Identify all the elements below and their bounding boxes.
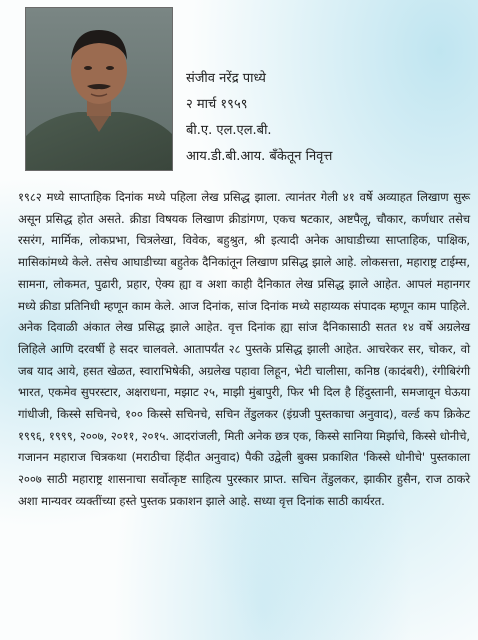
- biography-paragraph: १९८२ मध्ये साप्ताहिक दिनांक मध्ये पहिला लेख प्रसिद्ध झाला. त्यानंतर गेली ४१ वर्षे अव्याहत लिखाण सुरू असून प्रसिद्ध होत असते. क्रीडा विषयक लिखाण क्रीडांगण, एकच षटकार, अष्टपैलू, चौकार, कर्णधार तसेच रसरंग, मार्मिक, लोकप्रभा, चित्रलेखा, विवेक, बहुश्रुत, श्री इत्यादी अनेक आघाडीच्या साप्ताहिक, पाक्षिक, मासिकांमध्ये केले. तसेच आघाडीच्या बहुतेक दैनिकांतून लिखाण प्रसिद्ध झाले आहे. लोकसत्ता, महाराष्ट्र टाईम्स, सामना, लोकमत, पुढारी, प्रहार, ऐक्य ह्या व अशा काही दैनिकात लेख प्रसिद्ध झाले आहेत. आपलं महानगर मध्ये क्रीडा प्रतिनिधी म्हणून काम केले. आज दिनांक, सांज दिनांक मध्ये सहाय्यक संपादक म्हणून काम पाहिले. अनेक दिवाळी अंकात लेख प्रसिद्ध झाले आहेत. वृत्त दिनांक ह्या सांज दैनिकासाठी सतत १४ वर्षे अग्रलेख लिहिले आणि दरवर्षी हे सदर चालवले. आतापर्यंत २८ पुस्तके प्रसिद्ध झाली आहेत. आचरेकर सर, चोकर, वो जब याद आये, हसत खेळत, स्वाराभिषेकी, अग्रलेख पहावा लिहून, भेटी चालीसा, कनिष्ठ (कादंबरी), रंगीबिरंगी भारत, एकमेव सुपरस्टार, अक्षराधना, मझाट २५, माझी मुंबापुरी, फिर भी दिल है हिंदुस्तानी, समजावून घेऊया गांधीजी, किस्से सचिनचे, १०० किस्से सचिनचे, सचिन तेंडुलकर (इंग्रजी पुस्तकाचा अनुवाद), वर्ल्ड कप क्रिकेट १९९६, १९९९, २००७, २०११, २०१५. आदरांजली, मिती अनेक छत्र एक, किस्से सानिया मिर्झाचे, किस्से धोनीचे, गजानन महाराज चित्रकथा (मराठीचा हिंदीत अनुवाद) पैकी उद्वेली बुक्स प्रकाशित 'किस्से धोनीचे' पुस्तकाला २००७ साठी महाराष्ट्र शासनाचा सर्वोत्कृष्ट साहित्य पुरस्कार प्राप्त. सचिन तेंडुलकर, झाकीर हुसैन, राज ठाकरे अशा मान्यवर व्यक्तींच्या हस्ते पुस्तक प्रकाशन झाले आहे. सध्या वृत्त दिनांक साठी कार्यरत.: [18, 190, 470, 508]
- author-portrait: [25, 7, 173, 171]
- portrait-image: [26, 8, 172, 170]
- author-name: संजीव नरेंद्र पाध्ये: [186, 71, 266, 86]
- author-work: आय.डी.बी.आय. बँकेतून निवृत्त: [186, 149, 333, 164]
- author-dob: २ मार्च १९५९: [186, 97, 248, 112]
- author-degree: बी.ए. एल.एल.बी.: [186, 123, 272, 138]
- author-details: [186, 66, 332, 170]
